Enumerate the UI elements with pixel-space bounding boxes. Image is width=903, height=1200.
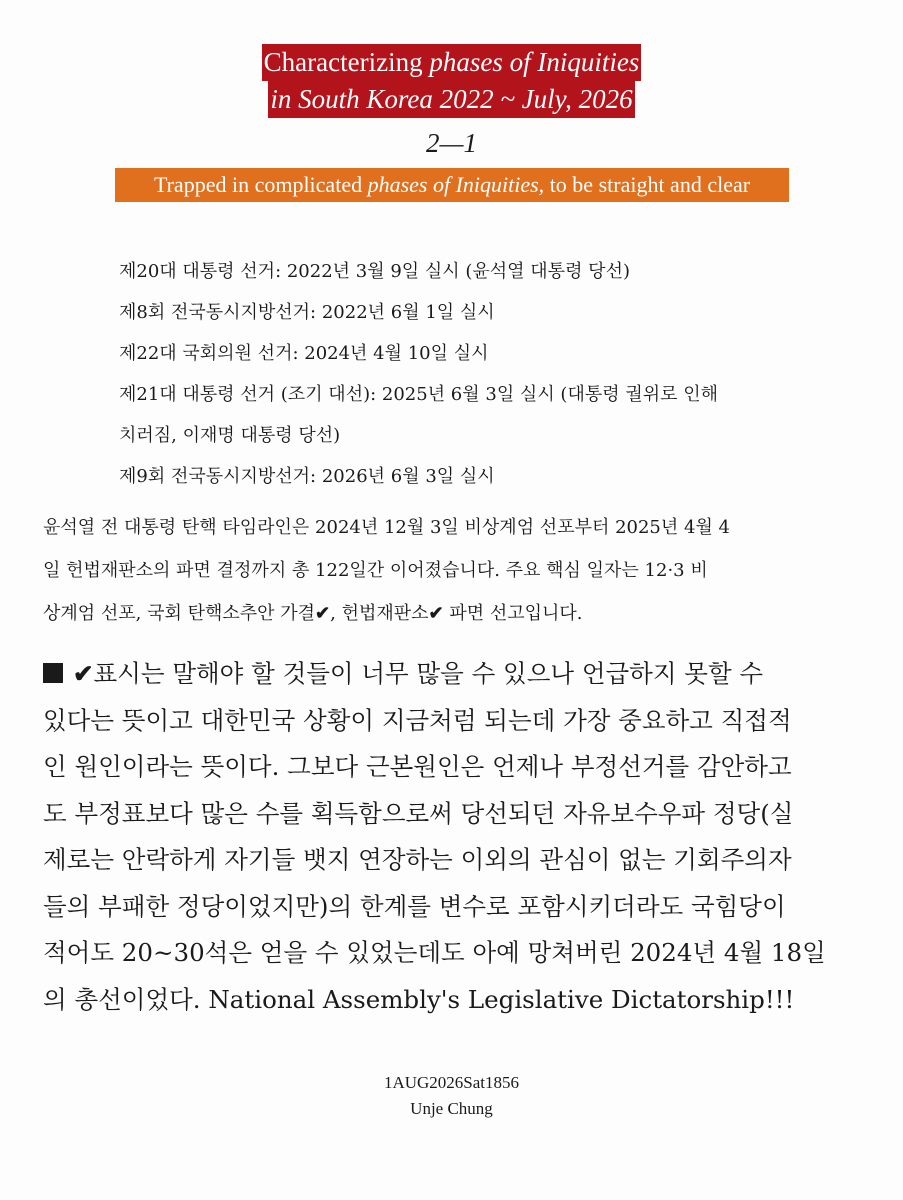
banner-text-1: Trapped in complicated (153, 172, 368, 197)
commentary-line: 들의 부패한 정당이었지만)의 한계를 변수로 포함시키더라도 국힘당이 (43, 891, 786, 921)
main-commentary-paragraph (43, 651, 873, 1023)
part-number: 2—1 (425, 128, 477, 158)
signature-block (0, 1070, 903, 1122)
timeline-text: 상계엄 선포, 국회 탄핵소추안 가결 (43, 603, 316, 624)
title-block (0, 44, 903, 118)
checkmark-icon: ✔ (315, 603, 331, 624)
commentary-line: 제로는 안락하게 자기들 뱃지 연장하는 이외의 관심이 없는 기회주의자 (43, 845, 792, 874)
timeline-line: 일 헌법재판소의 파면 결정까지 총 122일간 이어졌습니다. 주요 핵심 일자는 12·3 비 (43, 560, 708, 581)
election-list (119, 251, 839, 497)
timeline-line: 윤석열 전 대통령 탄핵 타임라인은 2024년 12월 3일 비상계엄 선포부터 2025년 4월 4 (43, 517, 731, 538)
commentary-line: 의 총선이었다. National Assembly's Legislative Dictatorship!!! (43, 984, 795, 1014)
election-item: 제22대 국회의원 선거: 2024년 4월 10일 실시 (119, 343, 489, 364)
signature-author: Unje Chung (410, 1099, 493, 1118)
black-square-icon (43, 663, 63, 683)
commentary-line (43, 651, 873, 698)
commentary-line: 있다는 뜻이고 대한민국 상황이 지금처럼 되는데 가장 중요하고 직접적 (43, 705, 792, 735)
election-item: 제20대 대통령 선거: 2022년 3월 9일 실시 (윤석열 대통령 당선) (119, 261, 630, 282)
signature-date: 1AUG2026Sat1856 (383, 1073, 520, 1092)
title-italic-text: phases of Iniquities (429, 47, 640, 77)
banner-text-2: to be straight and clear (544, 172, 751, 197)
commentary-line: 도 부정표보다 많은 수를 획득함으로써 당선되던 자유보수우파 정당(실 (43, 798, 794, 828)
title-line-1 (262, 44, 642, 81)
impeachment-timeline-paragraph (43, 506, 868, 635)
checkmark-icon: ✔ (73, 659, 94, 688)
subtitle-banner (115, 168, 789, 202)
banner-italic-text: phases of Iniquities, (367, 172, 545, 197)
checkmark-icon: ✔ (428, 603, 444, 624)
election-item: 제9회 전국동시지방선거: 2026년 6월 3일 실시 (119, 466, 495, 487)
election-item-continued: 치러짐, 이재명 대통령 당선) (119, 425, 341, 446)
timeline-text: 파면 선고입니다. (443, 603, 583, 624)
commentary-line: 인 원인이라는 뜻이다. 그보다 근본원인은 언제나 부정선거를 감안하고 (43, 752, 792, 781)
timeline-line (43, 592, 868, 635)
title-line-2: in South Korea 2022 ~ July, 2026 (268, 81, 634, 118)
title-plain-text: Characterizing (263, 47, 430, 77)
election-item: 제21대 대통령 선거 (조기 대선): 2025년 6월 3일 실시 (대통령 궐위로 인해 (119, 384, 718, 405)
commentary-line: 적어도 20~30석은 얻을 수 있었는데도 아예 망쳐버린 2024년 4월 18일 (43, 938, 826, 967)
election-item: 제8회 전국동시지방선거: 2022년 6월 1일 실시 (119, 302, 495, 323)
commentary-text: 표시는 말해야 할 것들이 너무 많을 수 있으나 언급하지 못할 수 (93, 659, 764, 688)
timeline-text: , 헌법재판소 (330, 603, 429, 624)
